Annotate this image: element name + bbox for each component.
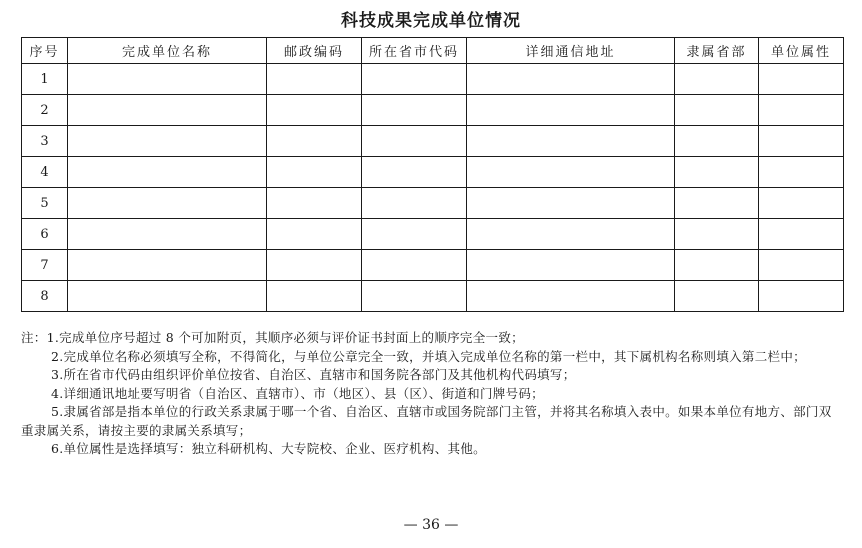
header-postal-code: 邮政编码	[267, 38, 362, 64]
affiliation-cell[interactable]	[675, 157, 759, 188]
header-address: 详细通信地址	[467, 38, 675, 64]
postal-code-cell[interactable]	[267, 126, 362, 157]
header-serial-number: 序号	[22, 38, 68, 64]
table-row	[22, 95, 844, 126]
table-row	[22, 219, 844, 250]
page-title: 科技成果完成单位情况	[341, 11, 521, 31]
note-item-2: 2.完成单位名称必须填写全称，不得简化，与单位公章完全一致，并填入完成单位名称的第一栏中，其下属机构名称则填入第二栏中；	[51, 348, 806, 364]
address-cell[interactable]	[467, 281, 675, 312]
unit-type-cell[interactable]	[759, 95, 844, 126]
completion-units-table	[21, 37, 844, 312]
table-row	[22, 281, 844, 312]
address-cell[interactable]	[467, 126, 675, 157]
affiliation-cell[interactable]	[675, 250, 759, 281]
unit-name-cell[interactable]	[68, 281, 267, 312]
unit-type-cell[interactable]	[759, 250, 844, 281]
province-code-cell[interactable]	[362, 126, 467, 157]
row-number: 1	[22, 64, 68, 95]
postal-code-cell[interactable]	[267, 281, 362, 312]
postal-code-cell[interactable]	[267, 64, 362, 95]
page-number: — 36 —	[403, 517, 459, 533]
address-cell[interactable]	[467, 188, 675, 219]
row-number: 3	[22, 126, 68, 157]
province-code-cell[interactable]	[362, 281, 467, 312]
table-header-row	[22, 38, 844, 64]
row-number: 8	[22, 281, 68, 312]
table-row	[22, 126, 844, 157]
row-number: 4	[22, 157, 68, 188]
header-affiliation: 隶属省部	[675, 38, 759, 64]
address-cell[interactable]	[467, 157, 675, 188]
unit-type-cell[interactable]	[759, 64, 844, 95]
unit-type-cell[interactable]	[759, 219, 844, 250]
province-code-cell[interactable]	[362, 219, 467, 250]
unit-name-cell[interactable]	[68, 126, 267, 157]
table-row	[22, 64, 844, 95]
postal-code-cell[interactable]	[267, 157, 362, 188]
postal-code-cell[interactable]	[267, 219, 362, 250]
unit-type-cell[interactable]	[759, 281, 844, 312]
affiliation-cell[interactable]	[675, 188, 759, 219]
province-code-cell[interactable]	[362, 64, 467, 95]
notes-section	[21, 329, 843, 459]
row-number: 6	[22, 219, 68, 250]
unit-name-cell[interactable]	[68, 250, 267, 281]
unit-type-cell[interactable]	[759, 126, 844, 157]
note-item-3: 3.所在省市代码由组织评价单位按省、自治区、直辖市和国务院各部门及其他机构代码填写；	[51, 367, 576, 382]
address-cell[interactable]	[467, 219, 675, 250]
province-code-cell[interactable]	[362, 95, 467, 126]
row-number: 7	[22, 250, 68, 281]
header-unit-name: 完成单位名称	[68, 38, 267, 64]
affiliation-cell[interactable]	[675, 64, 759, 95]
note-item-6: 6.单位属性是选择填写：独立科研机构、大专院校、企业、医疗机构、其他。	[51, 441, 486, 456]
unit-type-cell[interactable]	[759, 188, 844, 219]
table-row	[22, 157, 844, 188]
unit-name-cell[interactable]	[68, 95, 267, 126]
postal-code-cell[interactable]	[267, 95, 362, 126]
address-cell[interactable]	[467, 95, 675, 126]
note-item-4: 4.详细通讯地址要写明省（自治区、直辖市）、市（地区）、县（区）、街道和门牌号码；	[51, 385, 544, 401]
province-code-cell[interactable]	[362, 157, 467, 188]
table-row	[22, 188, 844, 219]
unit-type-cell[interactable]	[759, 157, 844, 188]
address-cell[interactable]	[467, 250, 675, 281]
unit-name-cell[interactable]	[68, 157, 267, 188]
notes-prefix: 注：	[21, 330, 47, 345]
affiliation-cell[interactable]	[675, 219, 759, 250]
header-province-code: 所在省市代码	[362, 38, 467, 64]
affiliation-cell[interactable]	[675, 126, 759, 157]
note-item-1: 注：1.完成单位序号超过 8 个可加附页，其顺序必须与评价证书封面上的顺序完全一致；	[21, 330, 524, 345]
province-code-cell[interactable]	[362, 250, 467, 281]
postal-code-cell[interactable]	[267, 250, 362, 281]
affiliation-cell[interactable]	[675, 281, 759, 312]
row-number: 2	[22, 95, 68, 126]
unit-name-cell[interactable]	[68, 64, 267, 95]
province-code-cell[interactable]	[362, 188, 467, 219]
table-row	[22, 250, 844, 281]
header-unit-type: 单位属性	[759, 38, 844, 64]
unit-name-cell[interactable]	[68, 219, 267, 250]
row-number: 5	[22, 188, 68, 219]
affiliation-cell[interactable]	[675, 95, 759, 126]
unit-name-cell[interactable]	[68, 188, 267, 219]
postal-code-cell[interactable]	[267, 188, 362, 219]
address-cell[interactable]	[467, 64, 675, 95]
note-item-5: 5.隶属省部是指本单位的行政关系隶属于哪一个省、自治区、直辖市或国务院部门主管，并将其名称填入表中。如果本单位有地方、部门双重隶属关系，请按主要的隶属关系填写；	[21, 404, 832, 438]
